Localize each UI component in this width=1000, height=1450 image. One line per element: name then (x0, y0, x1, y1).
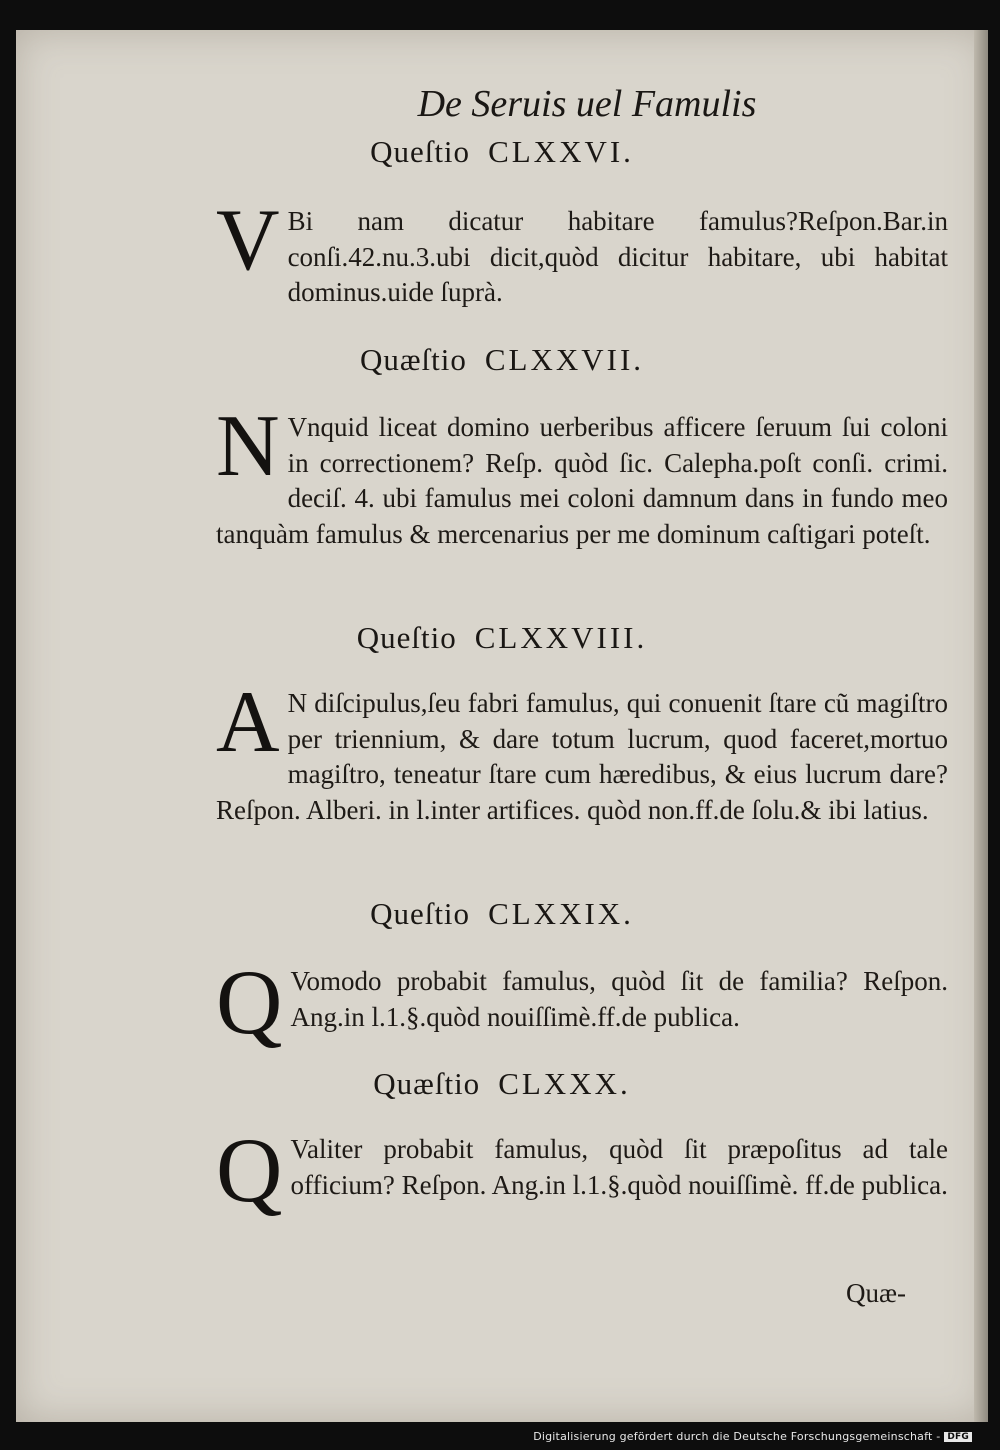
page-edge (974, 30, 988, 1422)
drop-cap-initial: N (216, 398, 280, 495)
paragraph-body: N diſcipulus,ſeu fabri famulus, qui conuenit ſtare cũ magiſtro per triennium, & dare totum lucrum, quod faceret,mortuo magiſtro, teneatur ſtare cum hæredibus, & eius lucrum dare? Reſpon. Alberi. in l.inter artifices. quòd non.ff.de ſolu.& ibi latius. (216, 688, 948, 825)
drop-cap-initial: Q (216, 951, 283, 1053)
question-heading-176 (16, 134, 988, 170)
question-heading-178 (16, 620, 988, 656)
digitization-footer (533, 1430, 972, 1443)
heading-label: Queſtio (356, 620, 457, 655)
heading-label: Quæſtio (373, 1066, 481, 1101)
heading-number: CLXXVI. (488, 134, 634, 169)
question-text-178 (216, 674, 948, 828)
question-heading-177 (16, 342, 988, 378)
paragraph-body: Bi nam dicatur habitare famulus?Reſpon.Bar.in conſi.42.nu.3.ubi dicit,quòd dicitur habitare, ubi habitat dominus.uide ſuprà. (287, 206, 948, 307)
heading-number: CLXXVII. (484, 342, 645, 377)
question-heading-179 (16, 896, 988, 932)
heading-label: Queſtio (370, 896, 471, 931)
heading-number: CLXXVIII. (474, 620, 648, 655)
book-page (16, 30, 988, 1422)
heading-number: CLXXX. (498, 1066, 631, 1101)
catchword: Quæ- (846, 1278, 906, 1308)
paragraph-body: Valiter probabit famulus, quòd ſit præpoſitus ad tale officium? Reſpon. Ang.in l.1.§.quòd nouiſſimè. ff.de publica. (290, 1134, 948, 1200)
drop-cap-initial: A (216, 674, 280, 771)
question-text-179 (216, 951, 948, 1053)
dfg-logo: DFG (944, 1432, 972, 1442)
running-head: De Seruis uel Famulis (417, 83, 757, 125)
paragraph-body: Vnquid liceat domino uerberibus afficere ſeruum ſui coloni in correctionem? Reſp. quòd ſic. Calepha.poſt conſi. crimi. deciſ. 4. ubi famulus mei coloni damnum dans in fundo meo tanquàm famulus & mercenarius per me dominum caſtigari poteſt. (216, 412, 948, 549)
paragraph-body: Vomodo probabit famulus, quòd ſit de familia? Reſpon. Ang.in l.1.§.quòd nouiſſimè.ff.de publica. (290, 966, 948, 1032)
drop-cap-initial: Q (216, 1119, 283, 1221)
question-text-176 (216, 192, 948, 311)
question-text-177 (216, 398, 948, 552)
heading-label: Quæſtio (359, 342, 467, 377)
drop-cap-initial: V (216, 192, 280, 289)
footer-text: Digitalisierung gefördert durch die Deutsche Forschungsgemeinschaft - (533, 1430, 941, 1443)
question-text-180 (216, 1119, 948, 1221)
question-heading-180 (16, 1066, 988, 1102)
heading-number: CLXXIX. (488, 896, 634, 931)
heading-label: Queſtio (370, 134, 471, 169)
